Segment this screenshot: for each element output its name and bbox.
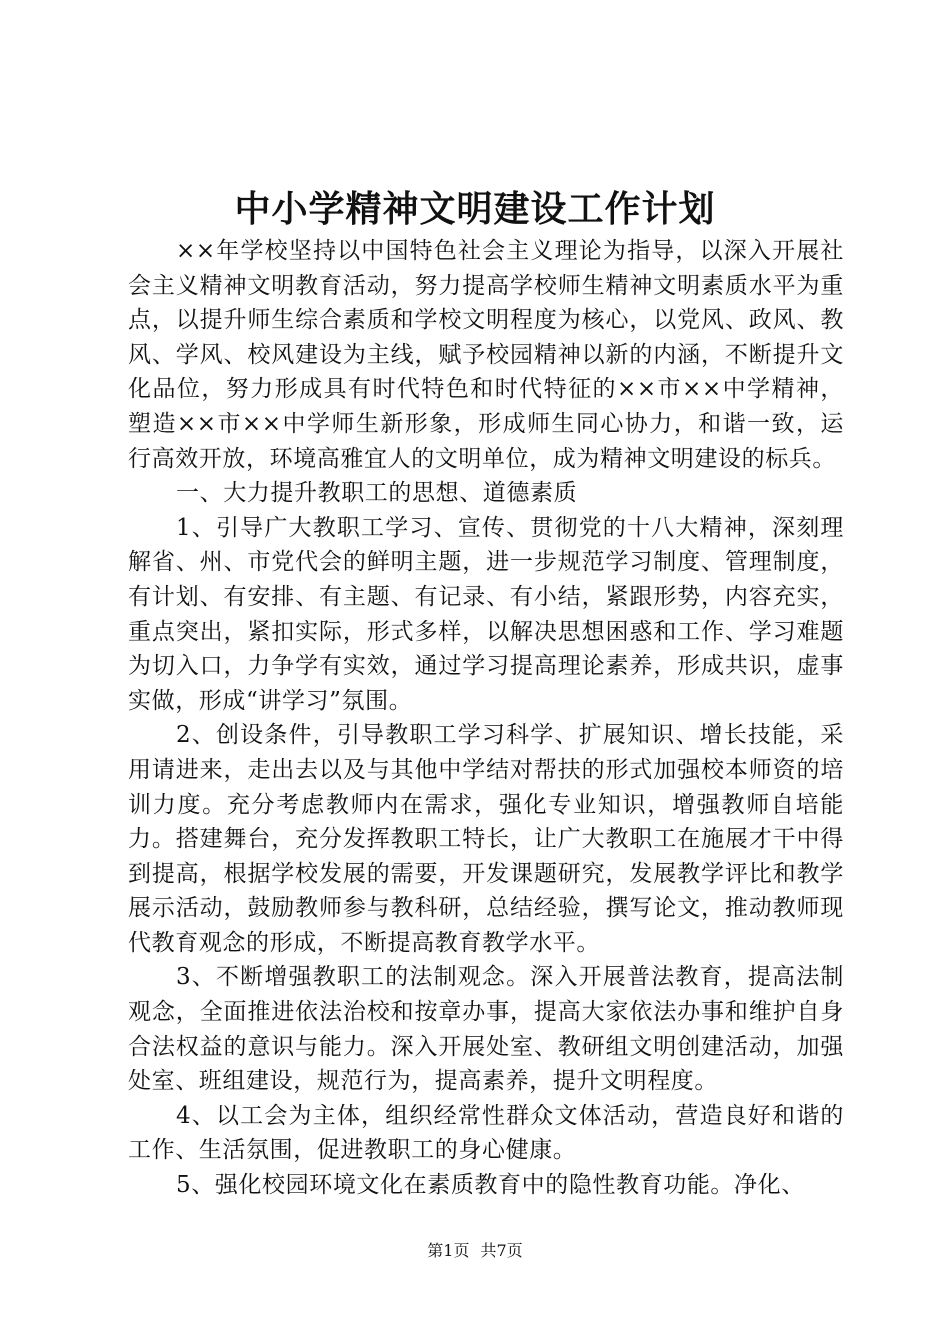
document-body: [128, 234, 844, 1203]
list-item: 3、不断增强教职工的法制观念。深入开展普法教育，提高法制观念，全面推进依法治校和按章办事，提高大家依法办事和维护自身合法权益的意识与能力。深入开展处室、教研组文明创建活动，加强处室、班组建设，规范行为，提高素养，提升文明程度。: [128, 964, 844, 1095]
section-heading: 一、大力提升教职工的思想、道德素质: [176, 480, 578, 507]
intro-paragraph: ××年学校坚持以中国特色社会主义理论为指导，以深入开展社会主义精神文明教育活动，努力提高学校师生精神文明素质水平为重点，以提升师生综合素质和学校文明程度为核心，以党风、政风、教风、学风、校风建设为主线，赋予校园精神以新的内涵，不断提升文化品位，努力形成具有时代特色和时代特征的××市××中学精神，塑造××市××中学师生新形象，形成师生同心协力，和谐一致，运行高效开放，环境高雅宜人的文明单位，成为精神文明建设的标兵。: [128, 238, 844, 472]
list-item: 1、引导广大教职工学习、宣传、贯彻党的十八大精神，深刻理解省、州、市党代会的鲜明主题，进一步规范学习制度、管理制度，有计划、有安排、有主题、有记录、有小结，紧跟形势，内容充实，重点突出，紧扣实际，形式多样，以解决思想困惑和工作、学习难题为切入口，力争学有实效，通过学习提高理论素养，形成共识，虚事实做，形成“讲学习”氛围。: [128, 514, 844, 714]
list-item: 5、强化校园环境文化在素质教育中的隐性教育功能。净化、: [176, 1172, 805, 1199]
list-item: 2、创设条件，引导教职工学习科学、扩展知识、增长技能，采用请进来，走出去以及与其他中学结对帮扶的形式加强校本师资的培训力度。充分考虑教师内在需求，强化专业知识，增强教师自培能力。搭建舞台，充分发挥教职工特长，让广大教职工在施展才干中得到提高，根据学校发展的需要，开发课题研究，发展教学评比和教学展示活动，鼓励教师参与教科研，总结经验，撰写论文，推动教师现代教育观念的形成，不断提高教育教学水平。: [128, 722, 844, 956]
page-footer: [0, 1241, 950, 1261]
document-title: 中小学精神文明建设工作计划: [234, 188, 716, 230]
list-item: 4、以工会为主体，组织经常性群众文体活动，营造良好和谐的工作、生活氛围，促进教职工的身心健康。: [128, 1102, 844, 1164]
page-number: 第1页: [427, 1241, 470, 1260]
page-total: 共7页: [480, 1241, 523, 1260]
